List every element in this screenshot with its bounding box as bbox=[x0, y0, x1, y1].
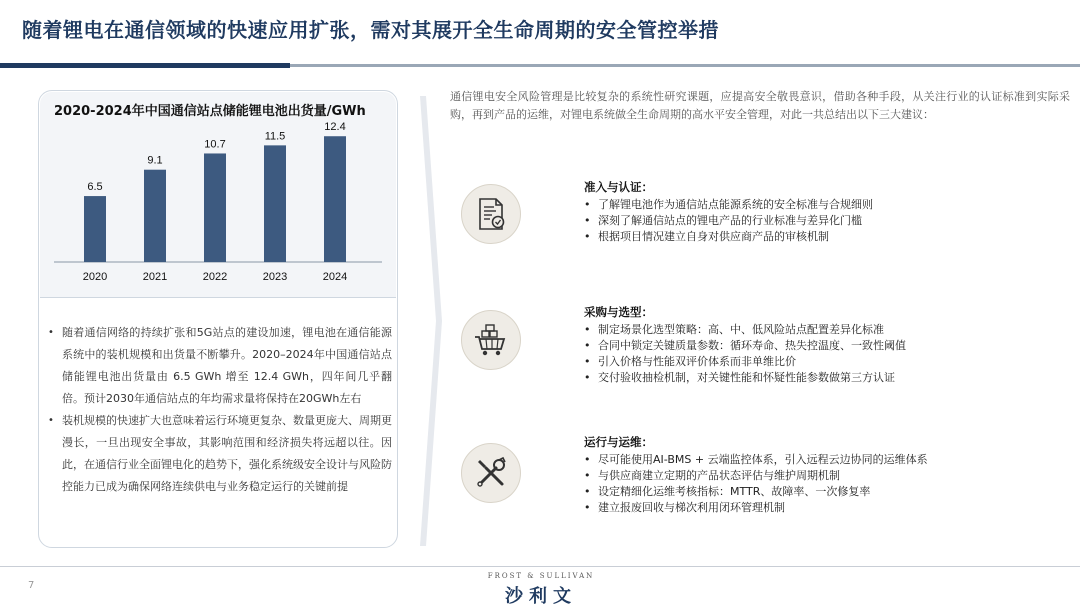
list-item: • 合同中锁定关键质量参数：循环寿命、热失控温度、一致性阈值 bbox=[584, 339, 906, 352]
chart-title: 2020-2024年中国通信站点储能锂电池出货量/GWh bbox=[54, 104, 366, 119]
list-item: • 深刻了解通信站点的锂电产品的行业标准与差异化门槛 bbox=[584, 214, 862, 227]
shopping-cart-icon bbox=[461, 310, 521, 370]
chart-card bbox=[40, 92, 396, 298]
chart-value-label: 11.5 bbox=[264, 130, 286, 143]
chart-x-tick-label: 2020 bbox=[82, 271, 108, 283]
section-heading: 运行与运维： bbox=[584, 435, 653, 449]
list-item: • 制定场景化选型策略：高、中、低风险站点配置差异化标准 bbox=[584, 323, 884, 336]
title-rule bbox=[290, 64, 1080, 67]
list-item: • 根据项目情况建立自身对供应商产品的审核机制 bbox=[584, 230, 829, 243]
chart-x-tick-label: 2021 bbox=[142, 271, 168, 283]
chart-value-label: 6.5 bbox=[87, 181, 103, 194]
chart-value-label: 12.4 bbox=[324, 121, 346, 134]
bullet-text: 装机规模的快速扩大也意味着运行环境更复杂、数量更庞大、周期更漫长，一旦出现安全事故，其影响范围和经济损失将远超以往。因此，在通信行业全面锂电化的趋势下，强化系统级安全设计与风险防控能力已成为确保网络连续供电与业务稳定运行的关键前提 bbox=[62, 414, 392, 493]
intro-paragraph: 通信锂电安全风险管理是比较复杂的系统性研究课题，应提高安全敬畏意识，借助各种手段，从关注行业的认证标准到实际采购，再到产品的运维，对锂电系统做全生命周期的高水平安全管理，对此一共总结出以下三大建议： bbox=[450, 90, 1070, 121]
certificate-icon bbox=[461, 184, 521, 244]
tools-icon bbox=[461, 443, 521, 503]
chart-value-label: 9.1 bbox=[147, 154, 163, 167]
chart-x-tick-label: 2022 bbox=[202, 271, 228, 283]
page-number: 7 bbox=[28, 580, 35, 591]
chart-value-label: 10.7 bbox=[204, 138, 226, 151]
section-heading: 准入与认证： bbox=[584, 180, 653, 194]
list-item: • 尽可能使用AI-BMS + 云端监控体系，引入远程云边协同的运维体系 bbox=[584, 453, 928, 466]
chart-bar-2024 bbox=[324, 136, 346, 262]
list-item bbox=[48, 322, 392, 410]
list-item bbox=[48, 410, 392, 498]
chart-bar-2020 bbox=[84, 196, 106, 262]
section-operations bbox=[584, 433, 1054, 516]
section-access-certification bbox=[584, 178, 1054, 245]
chart-x-tick-label: 2023 bbox=[262, 271, 288, 283]
page-title: 随着锂电在通信领域的快速应用扩张，需对其展开全生命周期的安全管控举措 bbox=[22, 18, 719, 42]
chart-bar-2022 bbox=[204, 153, 226, 262]
chevron-divider bbox=[420, 96, 442, 546]
bar-chart bbox=[40, 92, 396, 298]
list-item: • 与供应商建立定期的产品状态评估与维护周期机制 bbox=[584, 469, 840, 482]
list-item: • 交付验收抽检机制，对关键性能和怀疑性能参数做第三方认证 bbox=[584, 371, 895, 384]
chart-bar-2023 bbox=[264, 145, 286, 262]
section-procurement bbox=[584, 303, 1054, 386]
bullet-marker: • bbox=[48, 327, 54, 338]
list-item: • 建立报废回收与梯次利用闭环管理机制 bbox=[584, 501, 785, 514]
section-heading: 采购与选型： bbox=[584, 305, 653, 319]
list-item: • 引入价格与性能双评价体系而非单维比价 bbox=[584, 355, 796, 368]
logo-subtitle: FROST & SULLIVAN bbox=[487, 572, 595, 580]
chart-x-tick-label: 2024 bbox=[322, 271, 348, 283]
footer-rule bbox=[0, 566, 1080, 567]
left-bullet-list bbox=[48, 322, 392, 498]
bullet-text: 随着通信网络的持续扩张和5G站点的建设加速，锂电池在通信能源系统中的装机规模和出货量不断攀升。2020–2024年中国通信站点储能锂电池出货量由 6.5 GWh 增至 12.4 GWh，四年间几乎翻倍。预计2030年通信站点的年均需求量将保持在20GWh左右 bbox=[62, 326, 392, 405]
title-rule-accent bbox=[0, 63, 290, 68]
logo: 沙利文 bbox=[505, 586, 577, 607]
list-item: • 设定精细化运维考核指标：MTTR、故障率、一次修复率 bbox=[584, 485, 871, 498]
bullet-marker: • bbox=[48, 415, 54, 426]
list-item: • 了解锂电池作为通信站点能源系统的安全标准与合规细则 bbox=[584, 198, 873, 211]
chart-bar-2021 bbox=[144, 170, 166, 262]
